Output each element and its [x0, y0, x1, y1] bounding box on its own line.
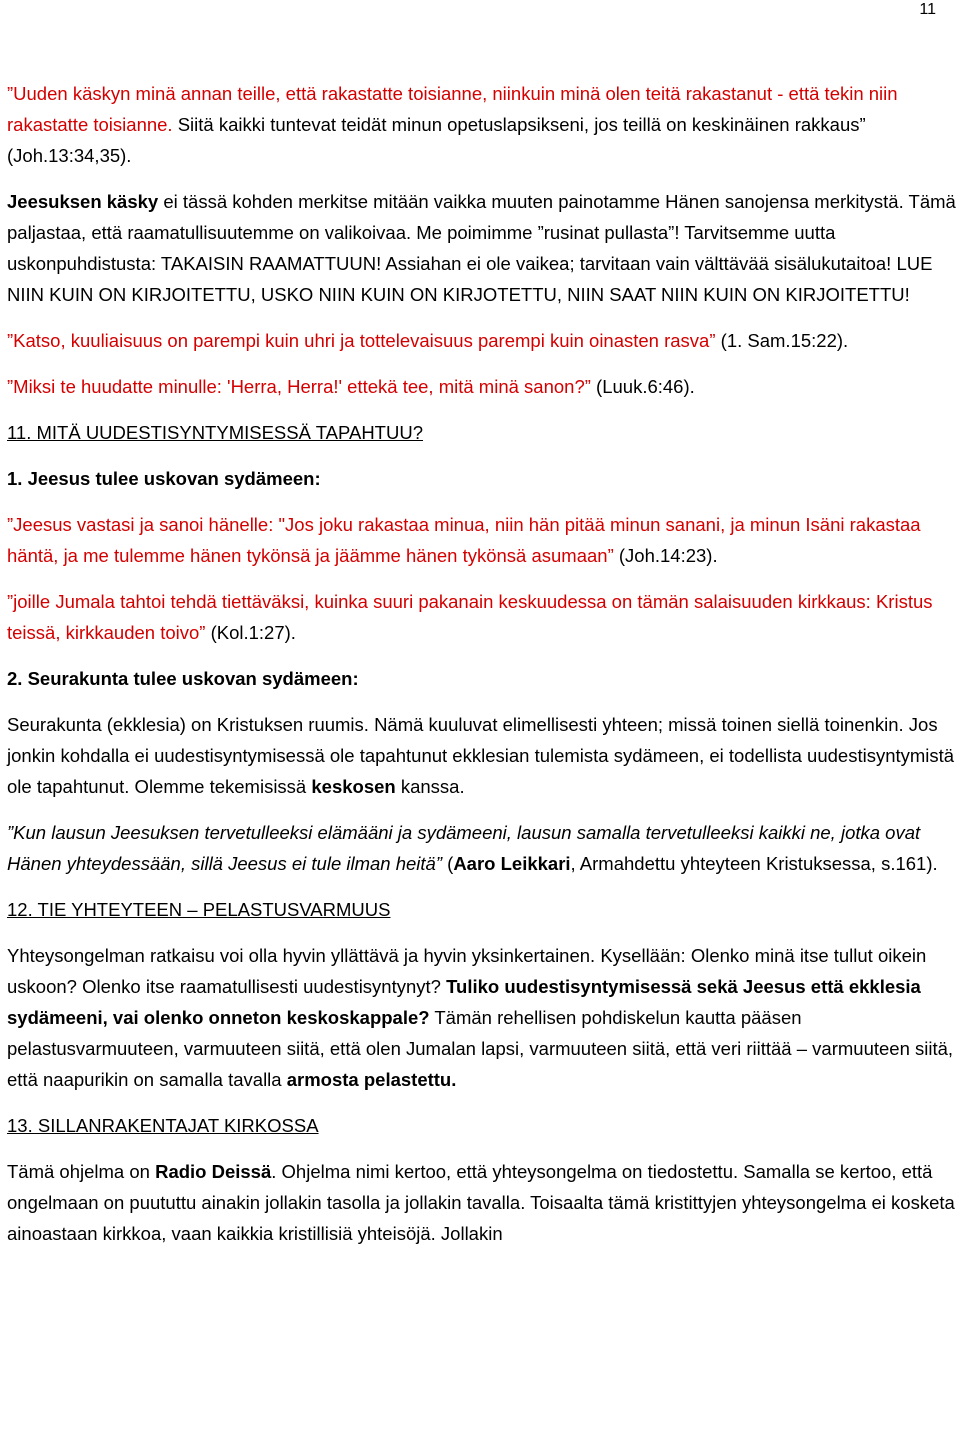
paragraph-church-body [7, 709, 959, 802]
quote-text: ”Jeesus vastasi ja sanoi hänelle: "Jos joku rakastaa minua, niin hän pitää minun sanani, ja minun Isäni rakastaa häntä, ja me tulemme hänen tykönsä ja jäämme hänen tykönsä asumaan” [7, 514, 921, 566]
bible-quote-john-13 [7, 78, 959, 171]
quote-text: ”Miksi te huudatte minulle: 'Herra, Herra!' ettekä tee, mitä minä sanon?” [7, 376, 591, 397]
quote-text: ”Katso, kuuliaisuus on parempi kuin uhri ja tottelevaisuus parempi kuin oinasten rasva” [7, 330, 716, 351]
bold-word: keskosen [311, 776, 396, 797]
paragraph-text-end: kanssa. [395, 776, 465, 797]
quote-reference: (Joh.14:23). [613, 545, 718, 566]
quote-reference: (Kol.1:27). [205, 622, 296, 643]
paragraph-radio-dei [7, 1156, 959, 1249]
quote-leikkari [7, 817, 959, 879]
paren-open: ( [442, 853, 454, 874]
paragraph-jesus-command [7, 186, 959, 310]
section-heading-11: 11. MITÄ UUDESTISYNTYMISESSÄ TAPAHTUU? [7, 422, 423, 443]
bible-quote-john-14 [7, 509, 959, 571]
subheading-jesus-enters: 1. Jeesus tulee uskovan sydämeen: [7, 468, 321, 489]
quote-text: ”joille Jumala tahtoi tehdä tiettäväksi, kuinka suuri pakanain keskuudessa on tämän salaisuuden kirkkaus: Kristus teissä, kirkkauden toivo” [7, 591, 933, 643]
bible-quote-samuel [7, 325, 959, 356]
bold-radio-name: Radio Deissä [155, 1161, 272, 1182]
paragraph-text-mid: Tämän rehellisen pohdiskelun kautta pääsen pelastusvarmuuteen, varmuuteen siitä, että olen Jumalan lapsi, varmuuteen siitä, että veri riittää – varmuuteen siitä, että naapurikin on samalla tavalla [7, 1007, 954, 1090]
bible-quote-colossians [7, 586, 959, 648]
quote-reference: (Luuk.6:46). [590, 376, 695, 397]
quote-text-part1: ”Uuden käskyn minä annan teille, että rakastatte toisianne, niinkuin minä olen teitä rakastanut - että tekin niin rakastatte toisianne. [7, 83, 898, 135]
document-body [7, 78, 959, 1264]
paragraph-text-end: . Ohjelma nimi kertoo, että yhteysongelma on tiedostettu. Samalla se kertoo, että ongelmaan on puututtu ainakin jollakin tasolla ja jollakin tavalla. Toisaalta tämä kristittyjen yhteysongelma ei kosketa ainoastaan kirkkoa, vaan kaikkia kristillisiä yhteisöjä. Jollakin [7, 1161, 955, 1244]
paragraph-text: ei tässä kohden merkitse mitään vaikka muuten painotamme Hänen sanojensa merkitystä. Tämä paljastaa, että raamatullisuutemme on valikoivaa. Me poimimme ”rusinat pullasta”! Tarvitsemme uutta uskonpuhdistusta: TAKAISIN RAAMATTUUN! Assiahan ei ole vaikea; tarvitaan vain välttävää sisälukutaitoa! LUE NIIN KUIN ON KIRJOITETTU, USKO NIIN KUIN ON KIRJOTETTU, NIIN SAAT NIIN KUIN ON KIRJOITETTU! [7, 191, 956, 305]
paragraph-text: Tämä ohjelma on [7, 1161, 156, 1182]
section-heading-13: 13. SILLANRAKENTAJAT KIRKOSSA [7, 1115, 319, 1136]
quote-reference: (Joh.13:34,35). [7, 145, 132, 166]
bold-ending: armosta pelastettu. [286, 1069, 457, 1090]
author-name: Aaro Leikkari [453, 853, 571, 874]
bible-quote-luke [7, 371, 959, 402]
subheading-church-enters: 2. Seurakunta tulee uskovan sydämeen: [7, 668, 359, 689]
paragraph-text: Yhteysongelman ratkaisu voi olla hyvin yllättävä ja hyvin yksinkertainen. Kysellään: Olenko minä itse tullut oikein uskoon? Olenko itse raamatullisesti uudestisyntynyt? [7, 945, 927, 997]
bold-question: Tuliko uudestisyntymisessä sekä Jeesus että ekklesia sydämeeni, vai olenko onneton keskoskappale? [7, 976, 921, 1028]
bold-phrase: Jeesuksen käsky [7, 191, 159, 212]
paragraph-text: Seurakunta (ekklesia) on Kristuksen ruumis. Nämä kuuluvat elimellisesti yhteen; missä toinen siellä toinenkin. Jos jonkin kohdalla ei uudestisyntymisessä ole tapahtunut ekklesian tulemista sydämeen, ei todellista uudestisyntymistä ole tapahtunut. Olemme tekemisissä [7, 714, 955, 797]
quote-reference: (1. Sam.15:22). [715, 330, 849, 351]
section-heading-12: 12. TIE YHTEYTEEN – PELASTUSVARMUUS [7, 899, 391, 920]
citation-text: , Armahdettu yhteyteen Kristuksessa, s.161). [570, 853, 938, 874]
italic-quote: ”Kun lausun Jeesuksen tervetulleeksi elämääni ja sydämeeni, lausun samalla tervetulleeksi kaikki ne, jotka ovat Hänen yhteydessään, sillä Jeesus ei tule ilman heitä” [7, 822, 921, 874]
page-number: 11 [919, 1, 936, 18]
paragraph-assurance [7, 940, 959, 1095]
quote-text-part2: Siitä kaikki tuntevat teidät minun opetuslapsikseni, jos teillä on keskinäinen rakkaus” [172, 114, 866, 135]
